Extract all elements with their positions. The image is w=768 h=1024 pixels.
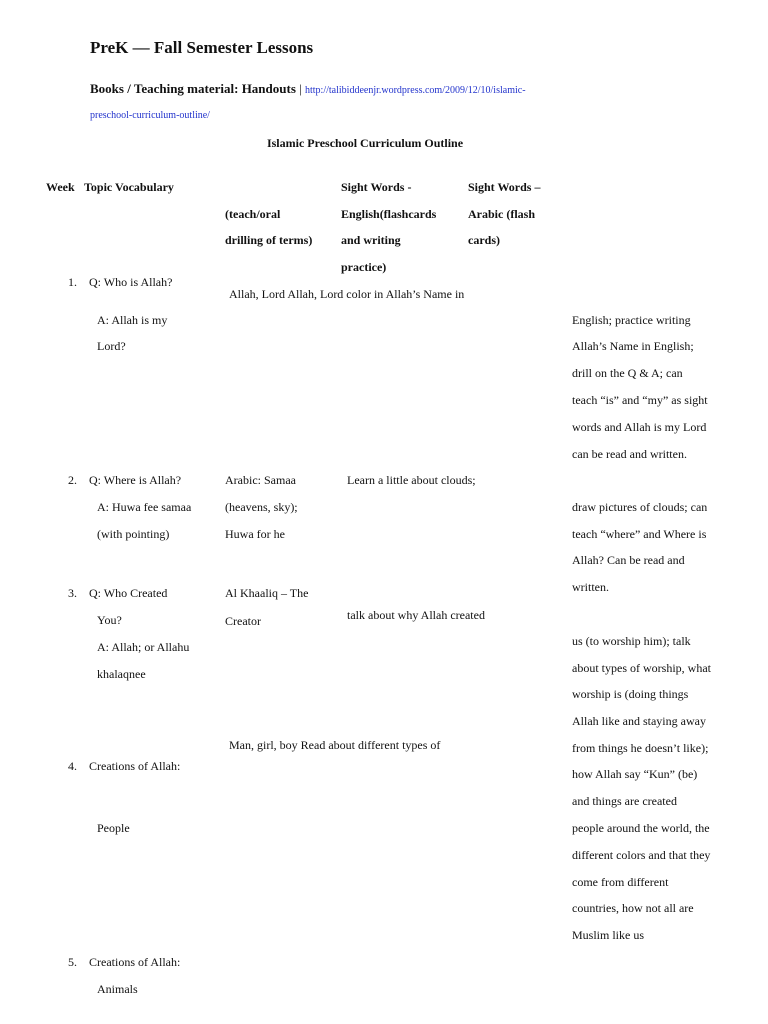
row3-answer-line2: khalaqnee bbox=[97, 667, 146, 681]
books-label: Books / Teaching material: bbox=[90, 81, 239, 96]
row2-answer-line1: A: Huwa fee samaa bbox=[97, 500, 192, 514]
row4-right-line2: different colors and that they bbox=[572, 848, 711, 862]
row4-subtopic: People bbox=[97, 821, 130, 835]
row3-vocab-line2: Creator bbox=[225, 614, 261, 628]
row3-sight-text: talk about why Allah created bbox=[347, 608, 485, 622]
row3-right-line7: and things are created bbox=[572, 794, 677, 808]
row3-right-line5: from things he doesn’t like); bbox=[572, 741, 709, 755]
header-sight-ar-line3: cards) bbox=[468, 233, 500, 247]
row1-right-line2: Allah’s Name in English; bbox=[572, 339, 694, 353]
row1-mid-text: Allah, Lord Allah, Lord color in Allah’s Name in bbox=[229, 287, 465, 301]
row3-right-line3: worship is (doing things bbox=[572, 687, 689, 701]
row4-mid-text: Man, girl, boy Read about different types of bbox=[229, 738, 441, 752]
row4-right-line3: come from different bbox=[572, 875, 669, 889]
row2-sight-text: Learn a little about clouds; bbox=[347, 473, 476, 487]
row3-right-line1: us (to worship him); talk bbox=[572, 634, 691, 648]
header-topic-vocabulary: Topic Vocabulary bbox=[84, 180, 174, 194]
header-sight-en-line3: and writing bbox=[341, 233, 401, 247]
row1-answer-line2: Lord? bbox=[97, 339, 126, 353]
row2-vocab-line3: Huwa for he bbox=[225, 527, 285, 541]
row2-answer-line2: (with pointing) bbox=[97, 527, 170, 541]
row2-vocab-line2: (heavens, sky); bbox=[225, 500, 298, 514]
row4-number: 4. bbox=[68, 759, 77, 773]
row2-right-line3: Allah? Can be read and bbox=[572, 553, 685, 567]
row1-right-line4: teach “is” and “my” as sight bbox=[572, 393, 708, 407]
row5-topic: Creations of Allah: bbox=[89, 955, 181, 969]
row4-right-line5: Muslim like us bbox=[572, 928, 645, 942]
row5-number: 5. bbox=[68, 955, 77, 969]
row3-right-line6: how Allah say “Kun” (be) bbox=[572, 767, 698, 781]
curriculum-link-part1[interactable]: http://talibiddeenjr.wordpress.com/2009/12/10/islamic- bbox=[305, 85, 526, 96]
curriculum-link-part2[interactable]: preschool-curriculum-outline/ bbox=[90, 110, 210, 121]
row3-question-line2: You? bbox=[97, 613, 122, 627]
books-line bbox=[90, 81, 526, 97]
row1-right-line1: English; practice writing bbox=[572, 313, 691, 327]
row2-question: Q: Where is Allah? bbox=[89, 473, 182, 487]
row4-right-line4: countries, how not all are bbox=[572, 901, 694, 915]
row1-answer-line1: A: Allah is my bbox=[97, 313, 168, 327]
header-sight-en-line1: Sight Words - bbox=[341, 180, 412, 194]
row3-number: 3. bbox=[68, 586, 77, 600]
row4-topic: Creations of Allah: bbox=[89, 759, 181, 773]
header-week: Week bbox=[46, 180, 75, 194]
row2-right-line1: draw pictures of clouds; can bbox=[572, 500, 708, 514]
header-sight-en-line4: practice) bbox=[341, 260, 387, 274]
row1-right-line5: words and Allah is my Lord bbox=[572, 420, 707, 434]
header-sight-en-line2: English(flashcards bbox=[341, 207, 437, 221]
row3-vocab-line1: Al Khaaliq – The bbox=[225, 586, 309, 600]
row1-right-line3: drill on the Q & A; can bbox=[572, 366, 683, 380]
row2-number: 2. bbox=[68, 473, 77, 487]
row1-number: 1. bbox=[68, 275, 77, 289]
separator: | bbox=[299, 81, 302, 96]
header-sight-ar-line1: Sight Words – bbox=[468, 180, 541, 194]
row3-right-line2: about types of worship, what bbox=[572, 661, 711, 675]
row5-subtopic: Animals bbox=[97, 982, 138, 996]
row2-vocab-line1: Arabic: Samaa bbox=[225, 473, 296, 487]
row3-question-line1: Q: Who Created bbox=[89, 586, 168, 600]
row3-right-line4: Allah like and staying away bbox=[572, 714, 706, 728]
header-sight-ar-line2: Arabic (flash bbox=[468, 207, 535, 221]
page-title: PreK — Fall Semester Lessons bbox=[90, 38, 314, 57]
row2-right-line2: teach “where” and Where is bbox=[572, 527, 707, 541]
outline-title: Islamic Preschool Curriculum Outline bbox=[266, 136, 464, 150]
row3-answer-line1: A: Allah; or Allahu bbox=[97, 640, 190, 654]
header-teach-line1: (teach/oral bbox=[225, 207, 281, 221]
row4-right-line1: people around the world, the bbox=[572, 821, 710, 835]
row1-right-line6: can be read and written. bbox=[572, 447, 687, 461]
row2-right-line4: written. bbox=[572, 580, 609, 594]
row1-question: Q: Who is Allah? bbox=[89, 275, 173, 289]
header-teach-line2: drilling of terms) bbox=[225, 233, 313, 247]
handouts-label: Handouts bbox=[241, 81, 296, 96]
